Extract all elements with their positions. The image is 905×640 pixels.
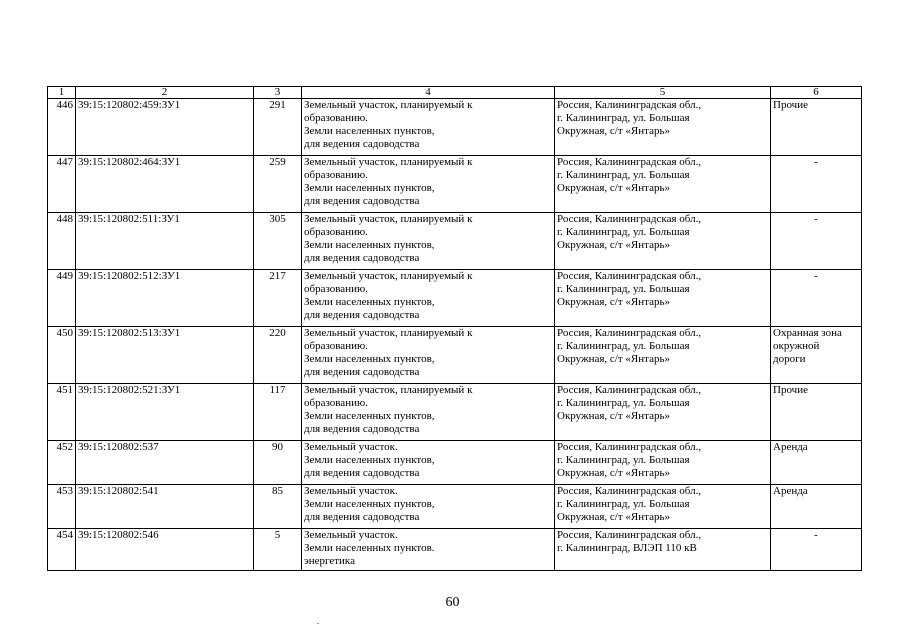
cadastral-number-cell: 39:15:120802:512:ЗУ1: [76, 270, 254, 327]
address-cell-line: Окружная, с/т «Янтарь»: [557, 182, 670, 194]
row-number-cell: 449: [48, 270, 76, 327]
description-cell-line: энергетика: [304, 555, 355, 567]
table-row: [48, 485, 862, 529]
cadastral-number-cell: 39:15:120802:541: [76, 485, 254, 529]
area-cell: 217: [254, 270, 302, 327]
area-cell: 220: [254, 327, 302, 384]
description-cell: [302, 213, 555, 270]
land-plot-register-table: [47, 86, 862, 571]
note-cell: [771, 485, 862, 529]
note-cell: [771, 156, 862, 213]
description-cell-line: для ведения садоводства: [304, 195, 420, 207]
description-cell-line: образованию.: [304, 397, 368, 409]
address-cell-line: Окружная, с/т «Янтарь»: [557, 410, 670, 422]
address-cell-line: Окружная, с/т «Янтарь»: [557, 511, 670, 523]
description-cell-line: Земли населенных пунктов,: [304, 125, 435, 137]
description-cell-line: Земли населенных пунктов.: [304, 542, 435, 554]
note-cell: [771, 270, 862, 327]
area-cell: 5: [254, 529, 302, 571]
row-number-cell: 452: [48, 441, 76, 485]
note-cell-line: Аренда: [773, 441, 808, 453]
note-cell: [771, 441, 862, 485]
note-cell: [771, 99, 862, 156]
address-cell-line: г. Калининград, ул. Большая: [557, 169, 690, 181]
address-cell: [555, 99, 771, 156]
address-cell-line: Россия, Калининградская обл.,: [557, 485, 702, 497]
description-cell-line: Земельный участок.: [304, 441, 398, 453]
address-cell-line: г. Калининград, ул. Большая: [557, 340, 690, 352]
description-cell-line: Земельный участок.: [304, 529, 398, 541]
address-cell-line: Окружная, с/т «Янтарь»: [557, 353, 670, 365]
description-cell-line: для ведения садоводства: [304, 138, 420, 150]
address-cell-line: Россия, Калининградская обл.,: [557, 99, 702, 111]
address-cell-line: Окружная, с/т «Янтарь»: [557, 239, 670, 251]
area-cell: 305: [254, 213, 302, 270]
description-cell: [302, 99, 555, 156]
address-cell: [555, 485, 771, 529]
cadastral-number-cell: 39:15:120802:521:ЗУ1: [76, 384, 254, 441]
address-cell-line: Россия, Калининградская обл.,: [557, 441, 702, 453]
description-cell-line: Земельный участок, планируемый к: [304, 213, 473, 225]
address-cell-line: Окружная, с/т «Янтарь»: [557, 296, 670, 308]
description-cell-line: Земли населенных пунктов,: [304, 454, 435, 466]
column-header-5: 5: [555, 87, 771, 99]
description-cell-line: Земли населенных пунктов,: [304, 410, 435, 422]
address-cell-line: Окружная, с/т «Янтарь»: [557, 125, 670, 137]
row-number-cell: 446: [48, 99, 76, 156]
address-cell-line: г. Калининград, ул. Большая: [557, 454, 690, 466]
address-cell-line: г. Калининград, ул. Большая: [557, 498, 690, 510]
description-cell: [302, 529, 555, 571]
note-cell-line: Охранная зона: [773, 327, 842, 339]
column-header-1: 1: [48, 87, 76, 99]
row-number-cell: 451: [48, 384, 76, 441]
table-row: [48, 384, 862, 441]
area-cell: 117: [254, 384, 302, 441]
address-cell-line: Россия, Калининградская обл.,: [557, 327, 702, 339]
table-row: [48, 156, 862, 213]
address-cell-line: Окружная, с/т «Янтарь»: [557, 467, 670, 479]
description-cell-line: Земли населенных пунктов,: [304, 353, 435, 365]
address-cell-line: г. Калининград, ул. Большая: [557, 283, 690, 295]
area-cell: 291: [254, 99, 302, 156]
description-cell-line: Земли населенных пунктов,: [304, 498, 435, 510]
address-cell-line: г. Калининград, ул. Большая: [557, 112, 690, 124]
note-cell: [771, 213, 862, 270]
description-cell-line: образованию.: [304, 283, 368, 295]
address-cell-line: Россия, Калининградская обл.,: [557, 213, 702, 225]
note-cell-line: Прочие: [773, 384, 808, 396]
note-cell-line: -: [814, 529, 818, 541]
address-cell: [555, 327, 771, 384]
address-cell-line: Россия, Калининградская обл.,: [557, 156, 702, 168]
address-cell: [555, 529, 771, 571]
note-cell: [771, 384, 862, 441]
column-header-6: 6: [771, 87, 862, 99]
column-header-3: 3: [254, 87, 302, 99]
address-cell: [555, 270, 771, 327]
description-cell: [302, 327, 555, 384]
description-cell-line: для ведения садоводства: [304, 423, 420, 435]
address-cell-line: Россия, Калининградская обл.,: [557, 529, 702, 541]
description-cell: [302, 485, 555, 529]
cadastral-number-cell: 39:15:120802:464:ЗУ1: [76, 156, 254, 213]
address-cell-line: г. Калининград, ул. Большая: [557, 226, 690, 238]
description-cell-line: образованию.: [304, 169, 368, 181]
description-cell-line: Земельный участок, планируемый к: [304, 99, 473, 111]
description-cell: [302, 441, 555, 485]
description-cell-line: для ведения садоводства: [304, 252, 420, 264]
description-cell-line: Земли населенных пунктов,: [304, 182, 435, 194]
cadastral-number-cell: 39:15:120802:511:ЗУ1: [76, 213, 254, 270]
address-cell: [555, 441, 771, 485]
table-row: [48, 529, 862, 571]
description-cell-line: для ведения садоводства: [304, 467, 420, 479]
scan-speck: [317, 623, 319, 624]
description-cell-line: образованию.: [304, 112, 368, 124]
description-cell-line: Земельный участок, планируемый к: [304, 327, 473, 339]
description-cell-line: Земли населенных пунктов,: [304, 296, 435, 308]
note-cell-line: -: [814, 156, 818, 168]
address-cell-line: Россия, Калининградская обл.,: [557, 384, 702, 396]
area-cell: 85: [254, 485, 302, 529]
cadastral-number-cell: 39:15:120802:546: [76, 529, 254, 571]
description-cell-line: для ведения садоводства: [304, 309, 420, 321]
area-cell: 90: [254, 441, 302, 485]
table-row: [48, 327, 862, 384]
note-cell-line: Аренда: [773, 485, 808, 497]
table-row: [48, 213, 862, 270]
description-cell-line: образованию.: [304, 340, 368, 352]
note-cell-line: окружной: [773, 340, 820, 352]
column-header-4: 4: [302, 87, 555, 99]
header-row: [48, 87, 862, 99]
description-cell: [302, 384, 555, 441]
table-row: [48, 270, 862, 327]
description-cell-line: Земельный участок, планируемый к: [304, 156, 473, 168]
description-cell-line: для ведения садоводства: [304, 366, 420, 378]
table-body: [48, 87, 862, 571]
area-cell: 259: [254, 156, 302, 213]
row-number-cell: 447: [48, 156, 76, 213]
table-row: [48, 441, 862, 485]
row-number-cell: 453: [48, 485, 76, 529]
description-cell-line: образованию.: [304, 226, 368, 238]
note-cell-line: дороги: [773, 353, 806, 365]
row-number-cell: 448: [48, 213, 76, 270]
note-cell-line: -: [814, 270, 818, 282]
cadastral-number-cell: 39:15:120802:537: [76, 441, 254, 485]
table-row: [48, 99, 862, 156]
address-cell-line: г. Калининград, ул. Большая: [557, 397, 690, 409]
description-cell: [302, 156, 555, 213]
address-cell-line: Россия, Калининградская обл.,: [557, 270, 702, 282]
description-cell-line: Земельный участок, планируемый к: [304, 270, 473, 282]
description-cell: [302, 270, 555, 327]
note-cell-line: Прочие: [773, 99, 808, 111]
row-number-cell: 450: [48, 327, 76, 384]
note-cell-line: -: [814, 213, 818, 225]
address-cell: [555, 156, 771, 213]
address-cell-line: г. Калининград, ВЛЭП 110 кВ: [557, 542, 697, 554]
description-cell-line: Земельный участок.: [304, 485, 398, 497]
note-cell: [771, 529, 862, 571]
note-cell: [771, 327, 862, 384]
row-number-cell: 454: [48, 529, 76, 571]
address-cell: [555, 213, 771, 270]
cadastral-number-cell: 39:15:120802:513:ЗУ1: [76, 327, 254, 384]
description-cell-line: для ведения садоводства: [304, 511, 420, 523]
address-cell: [555, 384, 771, 441]
cadastral-number-cell: 39:15:120802:459:ЗУ1: [76, 99, 254, 156]
page-number: 60: [445, 595, 460, 610]
column-header-2: 2: [76, 87, 254, 99]
description-cell-line: Земельный участок, планируемый к: [304, 384, 473, 396]
description-cell-line: Земли населенных пунктов,: [304, 239, 435, 251]
